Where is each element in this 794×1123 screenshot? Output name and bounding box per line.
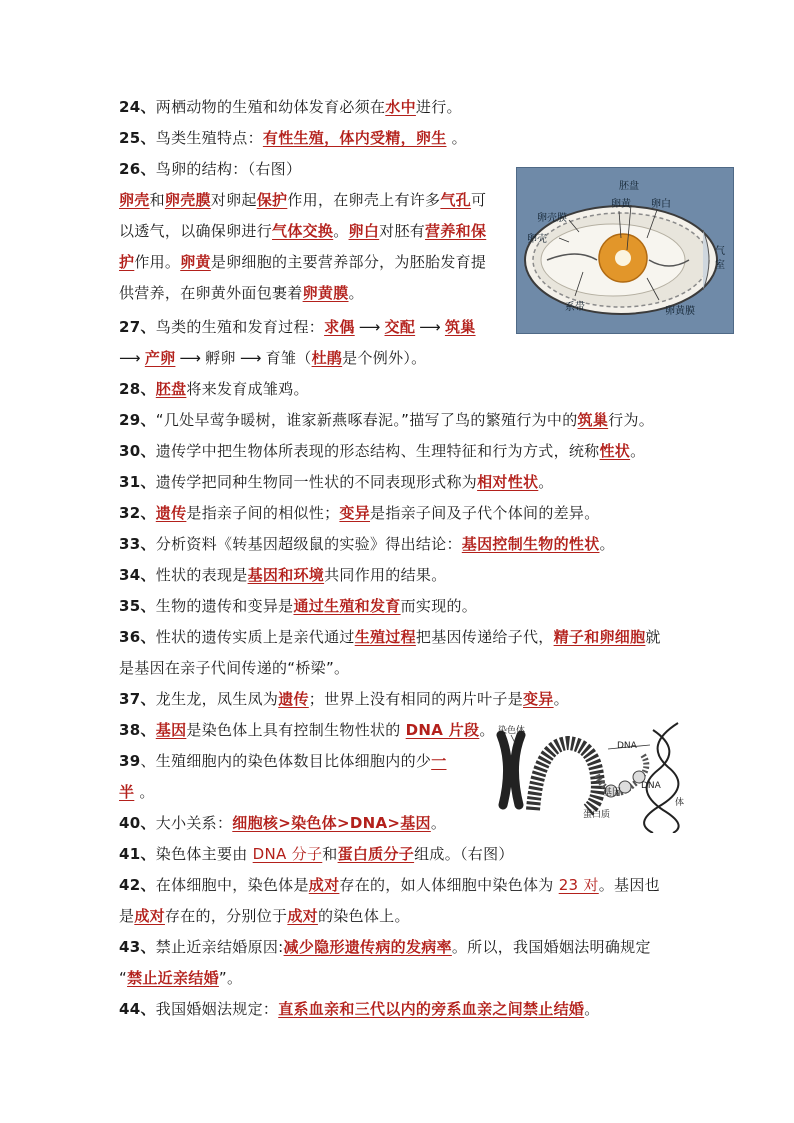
text: 进行。	[415, 98, 462, 116]
item-27-line-2	[119, 347, 426, 369]
text: 。	[584, 1000, 600, 1018]
item-31	[119, 471, 554, 493]
yolk-label: 卵黄	[611, 199, 631, 210]
albumen-label: 卵白	[651, 199, 671, 210]
egg-diagram	[517, 168, 733, 333]
text: 和	[322, 845, 338, 863]
text: 组成。（右图）	[414, 845, 514, 863]
text: 、生殖细胞内的染色体数目比体细胞内的少	[140, 752, 432, 770]
item-44	[119, 998, 600, 1020]
item-34	[119, 564, 447, 586]
text: “	[119, 969, 128, 987]
answer: 通过生殖和发育	[293, 597, 401, 615]
text: 是基因在亲子代间传递的“桥梁”。	[119, 659, 350, 677]
text: 作用。	[134, 253, 181, 271]
text: 龙生龙，凤生凤为	[155, 690, 279, 708]
text: 是卵细胞的主要营养部分，为胚胎发育提	[210, 253, 487, 271]
text: 存在的，分别位于	[164, 907, 288, 925]
answer: 胚盘	[155, 380, 187, 398]
answer: 性状	[599, 442, 631, 460]
item-35	[119, 595, 477, 617]
chalaza-label: 系带	[565, 302, 585, 313]
answer: 成对	[308, 876, 340, 894]
answer: 变异	[523, 690, 554, 708]
answer: 卵黄膜	[302, 284, 349, 302]
answer: 卵白	[348, 222, 380, 240]
text: 。基因也	[598, 876, 660, 894]
text: 。	[430, 814, 447, 832]
text: 分析资料《转基因超级鼠的实验》得出结论：	[155, 535, 462, 553]
text: 可	[470, 191, 487, 209]
dna-label-2: DNA	[641, 781, 661, 791]
answer: 半	[119, 783, 135, 801]
answer: 筑巢	[577, 411, 609, 429]
answer: 卵黄	[180, 253, 211, 271]
answer: 成对	[134, 907, 165, 925]
item-number: 34、	[119, 566, 156, 584]
text: 是染色体上具有控制生物性状的	[186, 721, 406, 739]
item-number: 26、	[119, 160, 156, 178]
answer: 23 对	[558, 876, 599, 894]
item-26-line-3	[119, 251, 486, 273]
text: 供营养，在卵黄外面包裹着	[119, 284, 303, 302]
answer: 变异	[339, 504, 371, 522]
text: 存在的，如人体细胞中染色体为	[339, 876, 559, 894]
item-number: 43、	[119, 938, 156, 956]
item-number: 36、	[119, 628, 156, 646]
text: 把基因传递给子代，	[415, 628, 554, 646]
answer: 禁止近亲结婚	[127, 969, 219, 987]
answer: 营养和保	[425, 222, 487, 240]
item-26-line-4	[119, 282, 364, 304]
chromosome-figure	[493, 715, 698, 833]
text: ；世界上没有相同的两片叶子是	[308, 690, 523, 708]
item-43	[119, 936, 651, 958]
item-number: 29、	[119, 411, 156, 429]
text: 性状的遗传实质上是亲代通过	[155, 628, 355, 646]
item-42-line-2	[119, 905, 410, 927]
item-32	[119, 502, 600, 524]
answer: 生殖过程	[354, 628, 416, 646]
item-24	[119, 96, 462, 118]
shell-label: 卵壳	[527, 234, 547, 245]
item-36-line-2	[119, 657, 349, 679]
air-cell-label-2: 室	[715, 260, 725, 271]
item-number: 35、	[119, 597, 156, 615]
protein-label: 蛋白质	[583, 810, 611, 820]
item-26	[119, 158, 301, 180]
text: ”。	[218, 969, 243, 987]
embryo-disc-label: 胚盘	[619, 181, 639, 192]
text: “几处早莺争暖树，谁家新燕啄春泥。”描写了鸟的繁殖行为中的	[155, 411, 578, 429]
text: 共同作用的结果。	[324, 566, 447, 584]
egg-structure-figure	[516, 167, 734, 334]
item-number: 38、	[119, 721, 156, 739]
item-number: 24、	[119, 98, 156, 116]
answer: 产卵	[144, 349, 176, 367]
air-cell-label-1: 气	[715, 246, 725, 257]
item-39-line-2	[119, 781, 155, 803]
item-30	[119, 440, 645, 462]
item-40	[119, 812, 446, 834]
text: 。	[599, 535, 615, 553]
item-number: 27、	[119, 318, 156, 336]
text: 。	[333, 222, 349, 240]
text: 而实现的。	[400, 597, 478, 615]
item-number: 40、	[119, 814, 156, 832]
text: 行为。	[608, 411, 655, 429]
item-25	[119, 127, 467, 149]
text: 对胚有	[379, 222, 426, 240]
item-36	[119, 626, 661, 648]
answer: 有性生殖，体内受精，卵生	[262, 129, 447, 147]
right-arrow-icon: ⟶	[358, 318, 381, 336]
item-number: 42、	[119, 876, 156, 894]
text: 就	[645, 628, 661, 646]
text: 将来发育成雏鸡。	[186, 380, 309, 398]
chromosome-arm	[501, 735, 508, 805]
text: 鸟类生殖特点：	[155, 129, 263, 147]
text: 鸟类的生殖和发育过程：	[155, 318, 325, 336]
item-number: 33、	[119, 535, 156, 553]
answer: 遗传	[278, 690, 309, 708]
yolk-membrane-label: 卵黄膜	[665, 306, 695, 317]
text: 和	[149, 191, 165, 209]
right-arrow-icon: ⟶	[419, 318, 441, 336]
text: 。所以，我国婚姻法明确规定	[451, 938, 651, 956]
gene-label: 基因	[603, 788, 622, 798]
text: 是指亲子间的相似性；	[186, 504, 340, 522]
text: 。	[479, 721, 495, 739]
text: 。	[553, 690, 569, 708]
right-arrow-icon: ⟶	[239, 349, 262, 367]
item-27	[119, 316, 476, 338]
text: 性状的表现是	[155, 566, 248, 584]
item-39	[119, 750, 447, 772]
text: 的染色体上。	[317, 907, 410, 925]
answer: 卵壳	[119, 191, 150, 209]
text: 两栖动物的生殖和幼体发育必须在	[155, 98, 386, 116]
answer: 卵壳膜	[164, 191, 211, 209]
answer: 求偶	[324, 318, 355, 336]
text: 我国婚姻法规定：	[155, 1000, 279, 1018]
item-number: 41、	[119, 845, 156, 863]
text: 对卵起	[210, 191, 257, 209]
item-number: 28、	[119, 380, 156, 398]
text: 染色体主要由	[155, 845, 253, 863]
item-26-line-2	[119, 220, 486, 242]
answer: 保护	[256, 191, 288, 209]
text: 禁止近亲结婚原因:	[155, 938, 284, 956]
answer: DNA 片段	[405, 721, 480, 739]
answer: 遗传	[155, 504, 187, 522]
item-37	[119, 688, 569, 710]
text: 孵卵	[205, 349, 236, 367]
item-number: 44、	[119, 1000, 156, 1018]
answer: 护	[119, 253, 135, 271]
text: 生物的遗传和变异是	[155, 597, 294, 615]
item-42	[119, 874, 660, 896]
dna-label: DNA	[617, 741, 637, 751]
answer: 基因和环境	[247, 566, 325, 584]
text: 鸟卵的结构：（右图）	[155, 160, 302, 178]
answer: 蛋白质分子	[337, 845, 415, 863]
text: 作用，在卵壳上有许多	[287, 191, 441, 209]
text: 大小关系：	[155, 814, 233, 832]
text: 。	[348, 284, 364, 302]
text: 是指亲子间及子代个体间的差异。	[370, 504, 600, 522]
text: 。	[630, 442, 646, 460]
text: 以透气，以确保卵进行	[119, 222, 273, 240]
item-26-line-1	[119, 189, 486, 211]
item-number: 25、	[119, 129, 156, 147]
answer: 成对	[287, 907, 318, 925]
chromosome-arm	[514, 735, 521, 805]
item-41	[119, 843, 514, 865]
answer: 减少隐形遗传病的发病率	[283, 938, 452, 956]
text: 在体细胞中，染色体是	[155, 876, 309, 894]
answer: DNA 分子	[252, 845, 323, 863]
text: 遗传学把同种生物同一性状的不同表现形式称为	[155, 473, 478, 491]
item-number: 30、	[119, 442, 156, 460]
right-arrow-icon: ⟶	[119, 349, 141, 367]
answer: 精子和卵细胞	[553, 628, 646, 646]
text: 。	[538, 473, 554, 491]
item-number: 39	[119, 752, 141, 770]
embryo-disc-shape	[615, 250, 631, 266]
item-33	[119, 533, 615, 555]
item-28	[119, 378, 309, 400]
answer: 气体交换	[272, 222, 334, 240]
answer: 交配	[384, 318, 416, 336]
item-number: 32、	[119, 504, 156, 522]
text: 是个例外）。	[342, 349, 427, 367]
answer: 相对性状	[477, 473, 539, 491]
answer: 水中	[385, 98, 416, 116]
text: 是	[119, 907, 135, 925]
text: 育雏（	[265, 349, 312, 367]
answer: 筑巢	[444, 318, 476, 336]
answer: 基因控制生物的性状	[461, 535, 600, 553]
answer: 杜鹃	[311, 349, 343, 367]
text: 。	[134, 783, 155, 801]
answer: 一	[431, 752, 447, 770]
body-label: 体	[675, 798, 685, 808]
text: 。	[446, 129, 467, 147]
shell-membrane-label: 卵壳膜	[537, 213, 567, 224]
right-arrow-icon: ⟶	[179, 349, 202, 367]
answer: 直系血亲和三代以内的旁系血亲之间禁止结婚	[278, 1000, 585, 1018]
item-38	[119, 719, 495, 741]
chromosome-label: 染色体	[498, 726, 526, 736]
text: 遗传学中把生物体所表现的形态结构、生理特征和行为方式，统称	[155, 442, 600, 460]
answer: 基因	[155, 721, 187, 739]
item-29	[119, 409, 654, 431]
item-number: 37、	[119, 690, 156, 708]
item-number: 31、	[119, 473, 156, 491]
answer: 气孔	[440, 191, 471, 209]
answer: 细胞核>染色体>DNA>基因	[232, 814, 431, 832]
item-43-line-2	[119, 967, 242, 989]
chromatin-coil	[533, 743, 598, 810]
